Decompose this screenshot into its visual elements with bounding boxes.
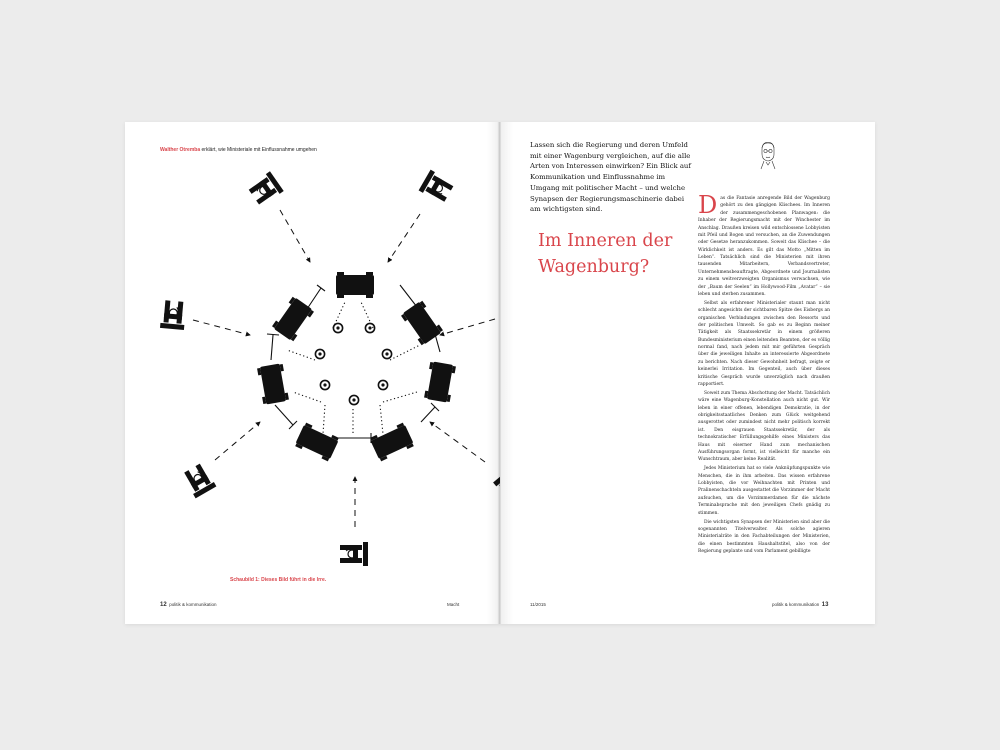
left-page — [125, 122, 500, 624]
wagon-icon — [257, 363, 289, 405]
page-number: 12 — [160, 602, 167, 608]
figure-caption: Schaubild 1: Dieses Bild führt in die Irre. — [230, 577, 327, 583]
hub-person-icon — [382, 349, 391, 358]
cowboy-attacker-icon — [340, 542, 368, 566]
magazine-spread — [125, 122, 875, 624]
page-number: 13 — [821, 602, 829, 608]
drop-cap: D — [698, 191, 718, 219]
kicker-author: Walther Otremba — [160, 147, 201, 153]
hub-person-icon — [378, 380, 387, 389]
wagon-ring — [257, 272, 456, 462]
inner-spokes — [287, 302, 420, 434]
magazine-name: politik & kommunikation — [169, 602, 217, 607]
paragraph-3: Soweit zum Thema Abschottung der Macht. Tatsächlich wäre eine Wagenburg-Konstellation auch nicht gut. Wir leben in einer offenen, lebendigen Demokratie, in der obrigkeitsstaatliches Denken zum Glück weitgehend ausgerottet oder zumindest nicht mehr politisch korrekt ist. Den eisgrauen Staatssekretär, der als technokratischer Erfüllungsgehilfe eines Ministers das Haus mit eiserner Hand zum mechanischen Ausführungsorgan formt, ist vielleicht für manche ein Wunschtraum, aber keine Realität. — [698, 390, 830, 463]
kicker-text: erklärt, wie Ministeriale mit Einflussnahme umgehen — [201, 147, 317, 153]
cowboy-attacker-icon — [419, 170, 455, 205]
paragraph-5: Die wichtigsten Synapsen der Ministerien sind aber die sogenannten Titelverwalter. Als solche agieren Ministerialräte in den Fachabteilungen der Ministerien, die einen bestimmten Haushaltstitel, also von der Regierung geplante und vom Parlament gebilligte — [698, 519, 830, 554]
hub-person-icon — [333, 323, 342, 332]
wagon-icon — [294, 422, 339, 462]
author-portrait-icon — [755, 140, 781, 170]
wagon-icon — [424, 361, 456, 403]
hub-person-icon — [320, 380, 329, 389]
cowboy-attacker-icon — [247, 171, 284, 207]
hub-person-icon — [349, 395, 358, 404]
folio-right — [772, 602, 828, 608]
wagon-icon — [369, 422, 414, 462]
folio-date: 11/2015 — [530, 602, 546, 607]
paragraph-4: Jedes Ministerium hat so viele Anknüpfungspunkte wie Menschen, die in ihm arbeiten. Das wissen erfahrene Lobbyisten, die vor Weihnachten mit Printen und Pralinenschachteln ausgestattet die Vorzimmer der Macht aufsuchen, um die Vorzimmerdamen für die nächste Terminabsprache mit den jeweiligen Chefs gnädig zu stimmen. — [698, 466, 830, 516]
wagon-icon — [336, 272, 374, 298]
folio-topic: Macht — [447, 602, 460, 607]
right-page — [500, 122, 875, 624]
paragraph-1: Das die Fantasie anregende Bild der Wagenburg gehört zu den gängigen Klischees. Im Inneren der zusammengeschobenen Planwagen: die Inhaber der Regierungsmacht mit der Winchester im Anschlag. Draußen kreisen wild entschlossene Lobbyisten mit Pfeil und Bogen und versuchen, an die Zuwendungen oder Gesetze heranzukommen. Soweit das Klischee – die Wirklichkeit ist anders. Es gilt das Motto „Mitten im Leben“. Tatsächlich sind die Ministerien mit ihren tausenden Mitarbeitern, Verbandsvertreter, Unternehmensbeauftragte, Abgeordnete und Journalisten zu einem weitverzweigten Organismus verwachsen, wie der „Baum der Seelen“ im Hollywood-Film „Avatar“ – sie leben und sterben zusammen. — [698, 191, 830, 297]
folio-left — [160, 602, 216, 608]
article-body — [698, 191, 831, 557]
cowboy-attacker-icon — [182, 462, 217, 498]
hub-person-icon — [365, 323, 374, 332]
wagon-icon — [400, 300, 443, 346]
spine-gutter — [487, 122, 513, 624]
wagenburg-diagram — [125, 122, 500, 624]
paragraph-2: Selbst als erfahrener Ministerialer staunt man nicht schlecht angesichts der sichtbaren Spitze des Eisbergs an organischen Verbindungen zwischen den Ressorts und der politischen Umwelt. So gab es zu Beginn meiner Tätigkeit als Staatssekretär in einem größeren Bundesministerium einen leitenden Beamten, der es völlig normal fand, nach jedem mit mir geführten Gespräch über die jeweiligen Inhalte an interessierte Abgeordnete zu berichten. Nach dieser Gewohnheit befragt, zeigte er keinerlei Irritation. Im Gegenteil, auch über dieses kritische Gespräch wurde unverzüglich nach draußen rapportiert. — [698, 300, 831, 387]
cowboy-attacker-icon — [160, 300, 186, 330]
inner-hubs — [315, 323, 391, 404]
magazine-name: politik & kommunikation — [772, 602, 820, 607]
headline: Im Inneren der Wagenburg? — [538, 231, 673, 277]
intro-text: Lassen sich die Regierung und deren Umfeld mit einer Wagenburg vergleichen, auf die alle Arten von Interessen einwirken? Ein Blick auf Kommunikation und Einflussnahme im Umgang mit politischer Macht – und welche Synapsen der Regierungsmaschinerie dabei am wichtigsten sind. — [530, 141, 691, 214]
hub-person-icon — [315, 349, 324, 358]
